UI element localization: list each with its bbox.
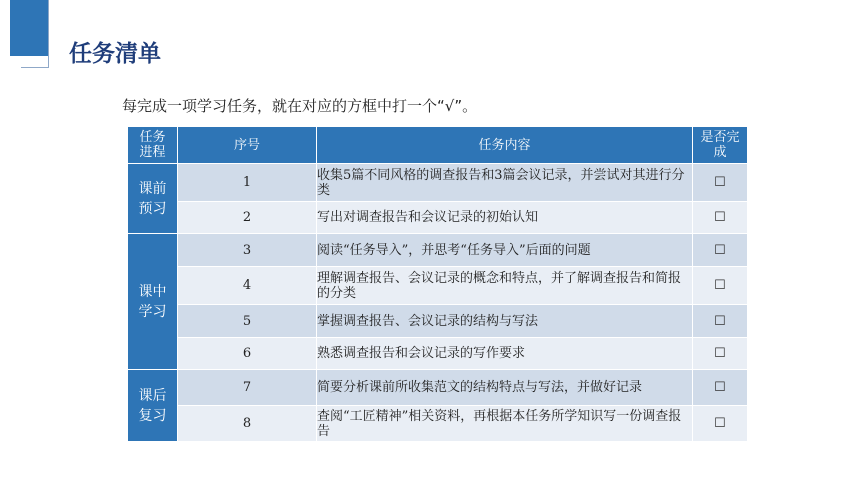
- table-row: [128, 338, 748, 370]
- completion-checkbox[interactable]: ☐: [693, 267, 748, 305]
- task-content: 查阅“工匠精神”相关资料，再根据本任务所学知识写一份调查报告: [317, 406, 693, 442]
- task-content: 收集5篇不同风格的调查报告和3篇会议记录，并尝试对其进行分类: [317, 164, 693, 202]
- task-content: 熟悉调查报告和会议记录的写作要求: [317, 338, 693, 370]
- task-table: [127, 126, 748, 442]
- stage-cell-preview: [128, 164, 178, 234]
- task-number: 2: [178, 202, 317, 234]
- task-number: 8: [178, 406, 317, 442]
- table-row: [128, 234, 748, 267]
- table-row: [128, 267, 748, 305]
- column-header-completed: [693, 127, 748, 164]
- stage-label: 课后 复习: [138, 387, 167, 424]
- column-header-label: 是否完 成: [700, 130, 740, 160]
- instruction-text: 每完成一项学习任务，就在对应的方框中打一个“√”。: [122, 97, 478, 115]
- task-content: 掌握调查报告、会议记录的结构与写法: [317, 305, 693, 338]
- stage-cell-in-class: [128, 234, 178, 370]
- completion-checkbox[interactable]: ☐: [693, 164, 748, 202]
- corner-decoration-line: [21, 67, 49, 68]
- task-content: 写出对调查报告和会议记录的初始认知: [317, 202, 693, 234]
- task-number: 6: [178, 338, 317, 370]
- column-header-label: 任务 进程: [139, 130, 166, 160]
- stage-cell-review: [128, 370, 178, 442]
- table-header-row: [128, 127, 748, 164]
- completion-checkbox[interactable]: ☐: [693, 234, 748, 267]
- table-row: [128, 164, 748, 202]
- corner-decoration-line: [48, 0, 49, 67]
- table-row: [128, 305, 748, 338]
- completion-checkbox[interactable]: ☐: [693, 202, 748, 234]
- stage-label: 课中 学习: [138, 283, 167, 320]
- corner-decoration-block: [10, 0, 48, 56]
- task-content: 阅读“任务导入”，并思考“任务导入”后面的问题: [317, 234, 693, 267]
- task-number: 3: [178, 234, 317, 267]
- task-content: 理解调查报告、会议记录的概念和特点，并了解调查报告和简报的分类: [317, 267, 693, 305]
- task-content: 简要分析课前所收集范文的结构特点与写法，并做好记录: [317, 370, 693, 406]
- column-header-number: [178, 127, 317, 164]
- table-row: [128, 370, 748, 406]
- completion-checkbox[interactable]: ☐: [693, 406, 748, 442]
- task-number: 1: [178, 164, 317, 202]
- completion-checkbox[interactable]: ☐: [693, 338, 748, 370]
- stage-label: 课前 预习: [138, 180, 167, 217]
- task-number: 5: [178, 305, 317, 338]
- page-title: 任务清单: [69, 41, 161, 67]
- column-header-label: 任务内容: [478, 137, 531, 153]
- table-row: [128, 406, 748, 442]
- table-row: [128, 202, 748, 234]
- completion-checkbox[interactable]: ☐: [693, 305, 748, 338]
- completion-checkbox[interactable]: ☐: [693, 370, 748, 406]
- column-header-label: 序号: [233, 137, 260, 153]
- task-number: 7: [178, 370, 317, 406]
- column-header-content: [317, 127, 693, 164]
- column-header-stage: [128, 127, 178, 164]
- task-number: 4: [178, 267, 317, 305]
